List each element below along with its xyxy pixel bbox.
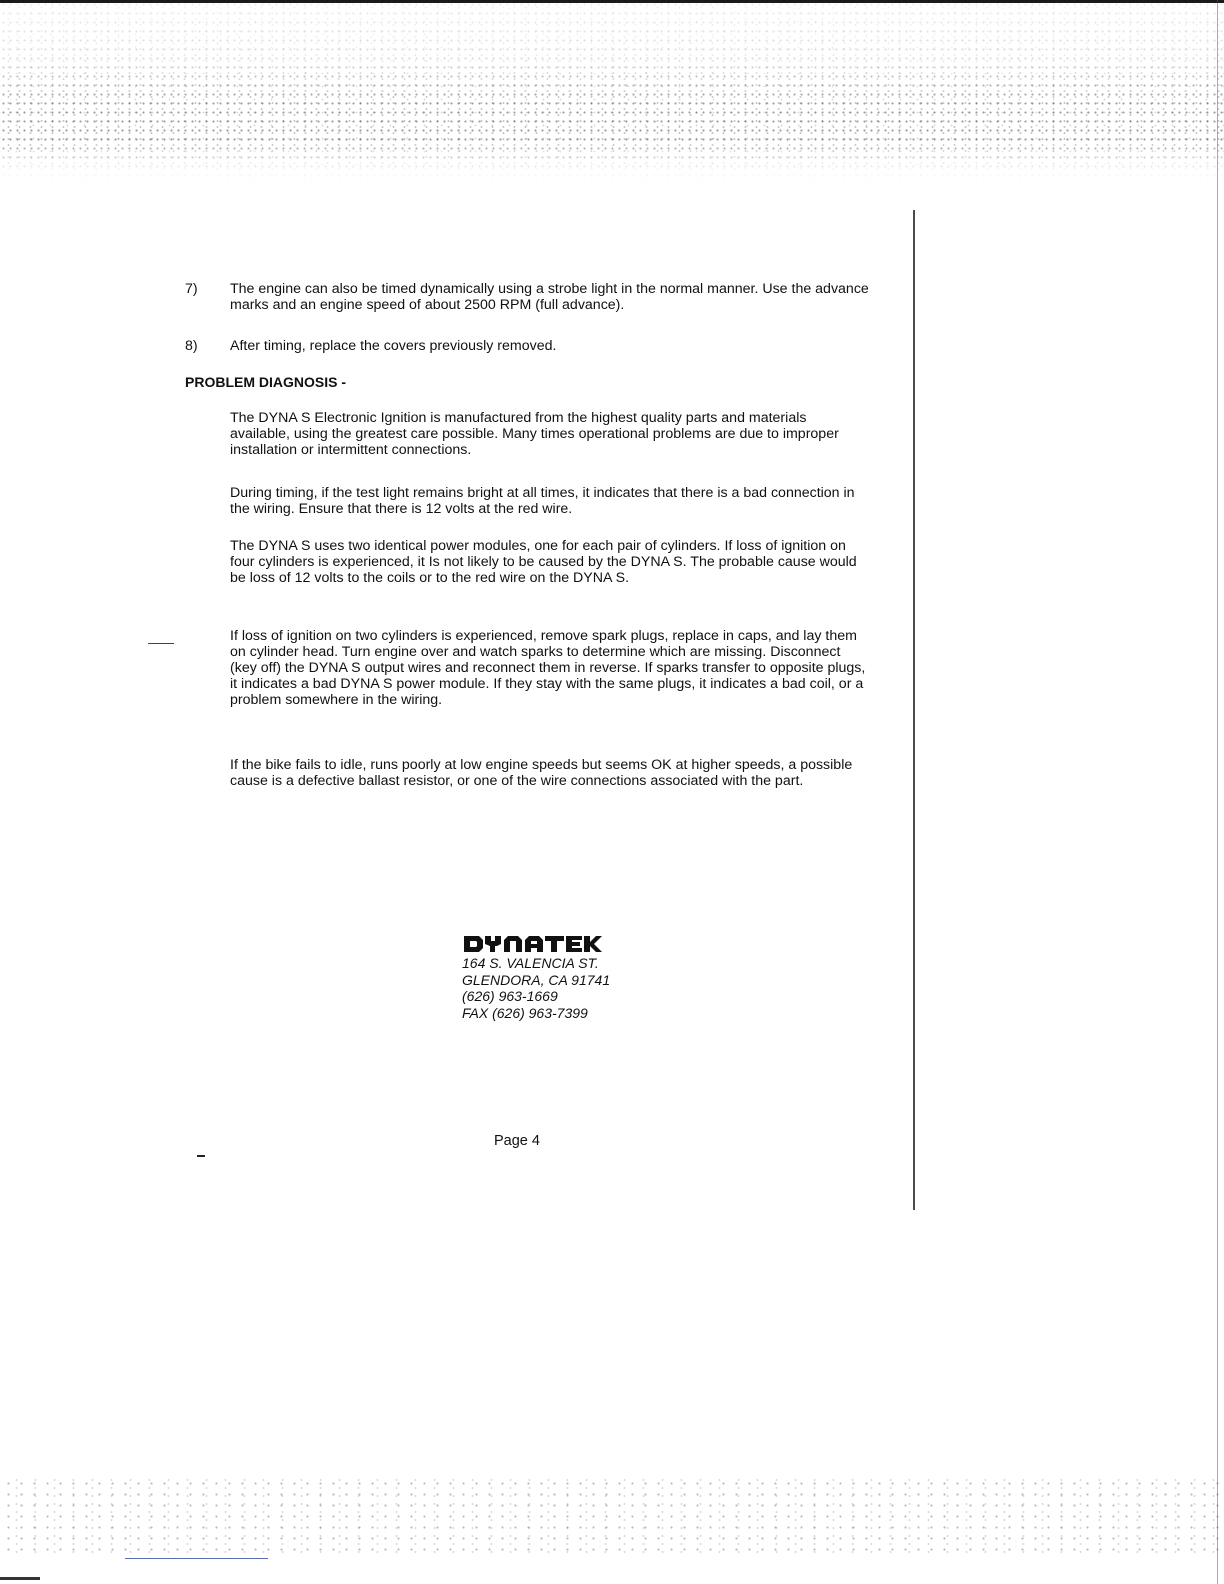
step-number: 7) [185, 281, 198, 297]
phone-number: (626) 963-1669 [462, 988, 558, 1004]
step-number: 8) [185, 338, 198, 354]
fax-number: FAX (626) 963-7399 [462, 1004, 588, 1021]
scan-mark [0, 1577, 40, 1580]
scan-mark [125, 1558, 268, 1559]
scan-mark [148, 643, 174, 644]
company-address [462, 955, 610, 1021]
step-text: The engine can also be timed dynamically using a strobe light in the normal manner. Use the advance marks and an engine speed of about 2500 RPM (full advance). [230, 281, 869, 313]
scan-mark [197, 1155, 205, 1157]
paragraph: During timing, if the test light remains bright at all times, it indicates that there is a bad connection in the wiring. Ensure that there is 12 volts at the red wire. [230, 485, 855, 517]
top-edge-rule [0, 0, 1224, 3]
address-street: 164 S. VALENCIA ST. [462, 955, 599, 971]
section-heading: PROBLEM DIAGNOSIS - [185, 374, 347, 390]
page-number: Page 4 [494, 1133, 540, 1149]
binding-edge-line [913, 210, 915, 1210]
address-city: GLENDORA, CA 91741 [462, 971, 611, 988]
paragraph: The DYNA S Electronic Ignition is manufactured from the highest quality parts and materials available, using the greatest care possible. Many times operational problems are due to improper installation or intermittent connections. [230, 410, 839, 458]
right-edge-line [1217, 0, 1218, 1584]
scan-noise-top [0, 0, 1224, 190]
scan-noise-bottom [0, 1475, 1224, 1555]
step-text: After timing, replace the covers previously removed. [230, 338, 557, 354]
paragraph: If the bike fails to idle, runs poorly at low engine speeds but seems OK at higher speeds, a possible cause is a defective ballast resistor, or one of the wire connections associated with the part. [230, 757, 853, 789]
paragraph: If loss of ignition on two cylinders is experienced, remove spark plugs, replace in caps, and lay them on cylinder head. Turn engine over and watch sparks to determine which are missing. Disconnect (key off) the DYNA S output wires and reconnect them in reverse. If sparks transfer to opposite plugs, it indicates a bad DYNA S power module. If they stay with the same plugs, it indicates a bad coil, or a problem somewhere in the wiring. [230, 628, 866, 708]
dynatek-logo [462, 932, 602, 954]
paragraph: The DYNA S uses two identical power modules, one for each pair of cylinders. If loss of ignition on four cylinders is experienced, it Is not likely to be caused by the DYNA S. The probable cause would be loss of 12 volts to the coils or to the red wire on the DYNA S. [230, 538, 857, 586]
